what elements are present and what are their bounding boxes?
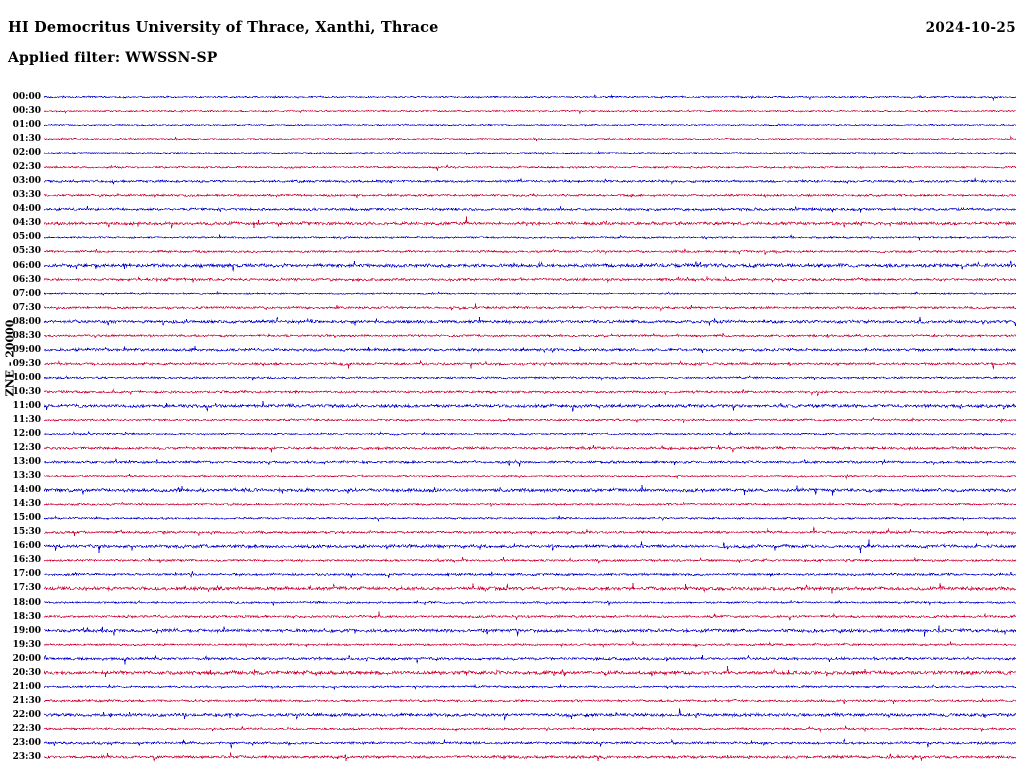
- time-tick-label: 19:00: [12, 625, 41, 636]
- time-tick-label: 22:30: [12, 723, 41, 734]
- time-tick-label: 00:00: [12, 92, 41, 103]
- time-tick-label: 20:30: [12, 667, 41, 678]
- seismic-trace: [44, 666, 1016, 677]
- seismic-trace: [44, 137, 1016, 141]
- time-tick-label: 12:00: [12, 429, 41, 440]
- seismic-trace: [44, 333, 1016, 338]
- time-tick-label: 10:30: [12, 386, 41, 397]
- time-tick-label: 08:30: [12, 330, 41, 341]
- seismic-trace: [44, 432, 1016, 436]
- helicorder-plot: [44, 84, 1016, 768]
- time-tick-label: 05:30: [12, 246, 41, 257]
- seismic-trace: [44, 572, 1016, 578]
- seismic-trace: [44, 684, 1016, 689]
- seismic-trace: [44, 401, 1016, 412]
- seismic-trace: [44, 485, 1016, 495]
- time-tick-label: 03:30: [12, 190, 41, 201]
- seismic-trace: [44, 317, 1016, 326]
- seismic-trace: [44, 376, 1016, 380]
- time-tick-label: 17:00: [12, 569, 41, 580]
- seismic-trace: [44, 601, 1016, 606]
- time-tick-label: 05:00: [12, 232, 41, 243]
- seismic-trace: [44, 94, 1016, 99]
- time-tick-label: 23:30: [12, 751, 41, 762]
- time-tick-label: 11:30: [12, 414, 41, 425]
- time-tick-label: 02:00: [12, 148, 41, 159]
- time-tick-label: 10:00: [12, 372, 41, 383]
- time-tick-label: 07:00: [12, 288, 41, 299]
- seismic-trace: [44, 194, 1016, 198]
- seismic-trace: [44, 540, 1016, 553]
- time-tick-label: 21:00: [12, 681, 41, 692]
- time-tick-label: 00:30: [12, 106, 41, 117]
- seismic-trace: [44, 418, 1016, 423]
- time-tick-label: 01:00: [12, 120, 41, 131]
- time-tick-label: 16:00: [12, 541, 41, 552]
- seismic-trace: [44, 612, 1016, 621]
- seismic-trace: [44, 445, 1016, 452]
- time-tick-label: 12:30: [12, 443, 41, 454]
- time-tick-label: 19:30: [12, 639, 41, 650]
- time-tick-label: 22:00: [12, 709, 41, 720]
- seismic-trace: [44, 206, 1016, 212]
- time-tick-label: 04:00: [12, 204, 41, 215]
- seismic-trace: [44, 557, 1016, 563]
- seismic-trace: [44, 726, 1016, 732]
- seismic-trace: [44, 179, 1016, 185]
- seismic-trace: [44, 249, 1016, 255]
- seismic-trace: [44, 361, 1016, 370]
- seismic-trace: [44, 459, 1016, 466]
- time-tick-label: 21:30: [12, 695, 41, 706]
- time-tick-label: 23:00: [12, 737, 41, 748]
- seismic-trace: [44, 235, 1016, 240]
- time-tick-label: 13:30: [12, 471, 41, 482]
- time-tick-label: 15:30: [12, 527, 41, 538]
- seismic-trace: [44, 641, 1016, 647]
- time-tick-label: 11:00: [12, 400, 41, 411]
- seismic-trace: [44, 583, 1016, 593]
- time-tick-label: 17:30: [12, 583, 41, 594]
- page-title: HI Democritus University of Thrace, Xanthi, Thrace: [8, 19, 439, 36]
- seismic-trace: [44, 389, 1016, 396]
- seismic-trace: [44, 217, 1016, 229]
- seismic-trace: [44, 124, 1016, 126]
- record-date: 2024-10-25: [925, 20, 1016, 36]
- time-tick-label: 08:00: [12, 316, 41, 327]
- seismic-trace: [44, 753, 1016, 762]
- time-tick-label: 20:00: [12, 653, 41, 664]
- time-tick-label: 01:30: [12, 134, 41, 145]
- time-tick-label: 13:00: [12, 457, 41, 468]
- seismic-trace: [44, 515, 1016, 521]
- seismic-trace: [44, 110, 1016, 113]
- time-tick-label: 16:30: [12, 555, 41, 566]
- applied-filter-label: Applied filter: WWSSN-SP: [8, 50, 218, 66]
- time-tick-label: 18:30: [12, 611, 41, 622]
- seismic-trace: [44, 527, 1016, 536]
- time-tick-label: 06:30: [12, 274, 41, 285]
- time-tick-label: 15:00: [12, 513, 41, 524]
- seismic-trace: [44, 739, 1016, 749]
- seismic-trace: [44, 152, 1016, 154]
- time-tick-label: 14:30: [12, 499, 41, 510]
- time-tick-label: 06:00: [12, 260, 41, 271]
- time-tick-label: 09:00: [12, 344, 41, 355]
- seismic-trace: [44, 165, 1016, 171]
- seismic-trace: [44, 655, 1016, 664]
- time-tick-label: 04:30: [12, 218, 41, 229]
- seismic-trace: [44, 502, 1016, 506]
- time-tick-label: 02:30: [12, 162, 41, 173]
- y-axis-label: ZNE - 20000: [3, 319, 17, 397]
- seismic-trace: [44, 304, 1016, 311]
- seismic-trace: [44, 626, 1016, 637]
- seismic-trace: [44, 708, 1016, 721]
- time-tick-label: 03:00: [12, 176, 41, 187]
- time-tick-label: 18:00: [12, 597, 41, 608]
- seismic-trace: [44, 346, 1016, 353]
- time-tick-label: 09:30: [12, 358, 41, 369]
- seismic-trace: [44, 277, 1016, 283]
- seismic-trace: [44, 260, 1016, 271]
- time-tick-label: 07:30: [12, 302, 41, 313]
- seismic-trace: [44, 699, 1016, 704]
- seismic-trace: [44, 292, 1016, 295]
- seismic-trace: [44, 474, 1016, 478]
- time-tick-label: 14:00: [12, 485, 41, 496]
